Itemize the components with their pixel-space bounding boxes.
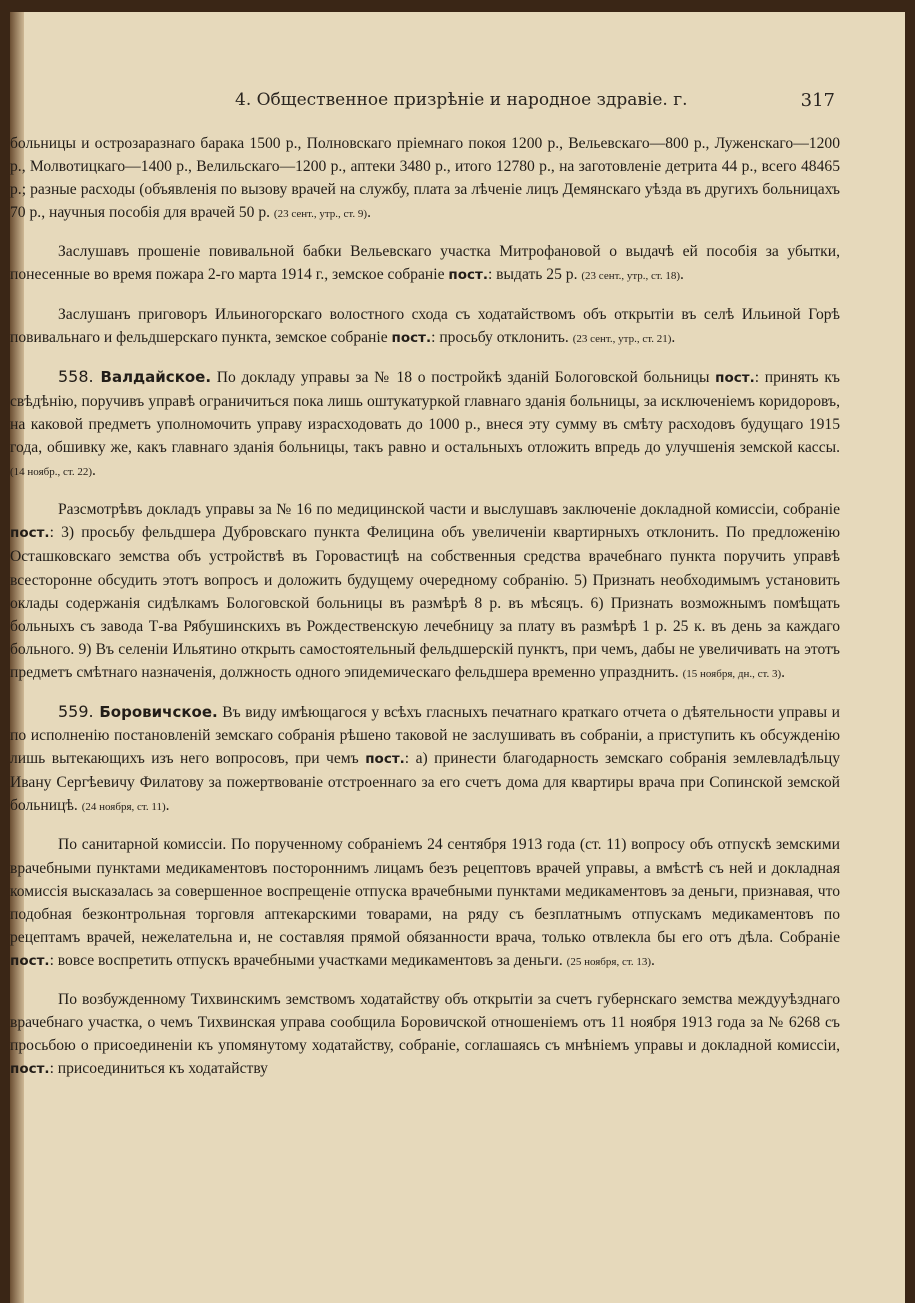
section-number: 559. (58, 701, 100, 721)
paragraph (10, 132, 840, 226)
text-run: . (680, 266, 684, 284)
resolution-marker: пост. (391, 329, 432, 346)
section-number: 558. (58, 366, 101, 386)
text-run: : принять къ свѣдѣнію, поручивъ управѣ ограничиться пока лишь оштукатуркой главнаго зданія больницы, за исключеніемъ коридоровъ, на каковой предметъ уполномочить управу израсходовать до 1000 р., внеся эту сумму въ смѣту расходовъ будущаго 1915 года, обшивку же, какъ главнаго зданія больницы, такъ равно и остальныхъ отложить впредь до улучшенія земской кассы. (10, 368, 841, 457)
text-run: . (165, 797, 170, 815)
resolution-marker: пост. (10, 952, 50, 969)
text-run: . (92, 462, 96, 480)
text-run: : выдать 25 р. (487, 266, 582, 284)
text-run: : присоединиться къ ходатайству (49, 1060, 268, 1078)
paragraph (10, 988, 840, 1081)
text-run: : 3) просьбу фельдшера Дубровскаго пункта Фелицина объ увеличеніи квартирныхъ отклонить. По предложенію Осташковскаго земства объ устройствѣ въ Горовастицѣ на собственныя средства врачебнаго пункта поручить управѣ всесторонне обсудить этотъ вопросъ и доложить будущему очередному собранію. 5) Признать необходимымъ установить оклады содержанія сидѣлкамъ Бологовской больницы въ размѣрѣ 8 р. въ мѣсяцъ. 6) Признать возможнымъ помѣщать больныхъ съ завода Т-ва Рябушинскихъ въ Рождественскую лечебницу за плату въ размѣрѣ 1 р. 25 к. въ день за каждаго больного. 9) Въ селеніи Ильятино открыть самостоятельный фельдшерскій пунктъ, при чемъ, дабы не увеличивать на этотъ предметъ смѣтнаго назначенія, должность одного эпидемическаго фельдшера временно упразднить. (10, 524, 840, 681)
session-reference: (23 сент., утр., ст. 21) (572, 332, 672, 345)
paragraph (10, 498, 840, 686)
page-body (10, 132, 840, 1095)
text-run: . (781, 663, 786, 681)
text-run: . (651, 951, 655, 969)
text-run: По возбужденному Тихвинскимъ земствомъ ходатайству объ открытіи за счетъ губернскаго земства междууѣзднаго врачебнаго участка, о чемъ Тихвинская управа сообщила Боровичской отношеніемъ отъ 11 ноября 1913 года за № 6268 съ просьбою о присоединеніи къ упомянутому ходатайству, собраніе, соглашаясь съ мнѣніемъ управы и докладной комиссіи, (10, 991, 840, 1055)
text-run: : а) принести благодарность земскаго собранія землевладѣльцу Ивану Сергѣевичу Филатову за пожертвованіе отстроеннаго за его счетъ дома для квартиры врача при Сопинской земской больницѣ. (10, 750, 840, 815)
resolution-marker: пост. (10, 1061, 50, 1078)
page-header (10, 90, 905, 120)
book-page (10, 12, 905, 1303)
text-run: больницы и остpозаразнаго барака 1500 р., Полновскаго пріемнаго покоя 1200 р., Вельевскаго—800 р., Луженскаго—1200 р., Молвотицкаго—1400 р., Велильскаго—1200 р., аптеки 3480 р., итого 12780 р., на заготовленіе детрита 44 р., всего 48465 р.; разные расходы (объявленія по вызову врачей на службу, плата за лѣченіе лицъ Демянскаго уѣзда въ другихъ больницахъ 70 р., научныя пособія для врачей 50 р. (10, 135, 840, 222)
paragraph (10, 700, 840, 819)
text-run: По докладу управы за № 18 о постройкѣ зданій Бологовской больницы (211, 368, 716, 386)
session-reference: (15 ноября, дн., ст. 3) (682, 667, 782, 680)
resolution-marker: пост. (715, 369, 755, 386)
paragraph (10, 365, 840, 484)
page-number: 317 (800, 90, 835, 111)
session-reference: (14 ноябр., ст. 22) (10, 466, 93, 479)
zemstvo-name: Валдайское. (100, 367, 212, 386)
resolution-marker: пост. (448, 267, 488, 284)
text-run: По санитарной комиссіи. По порученному собраніемъ 24 сентября 1913 года (ст. 11) вопросу объ отпускѣ земскими врачебными пунктами медикаментовъ постороннимъ лицамъ безъ рецептовъ врачей управы, а вмѣстѣ съ ней и докладная комиссія высказалась за совершенное воспрещеніе отпуска врачебными пунктами медикаментовъ за деньги, признавая, что подобная безконтрольная торговля аптекарскими товарами, на ряду съ безплатнымъ отпускамъ медикаментовъ по рецептамъ врачей, нежелательна и, не составляя прямой обязанности врача, только отвлекла бы его отъ дѣла. Собраніе (10, 836, 840, 946)
text-run: : вовсе воспретить отпускъ врачебными участками медикаментовъ за деньги. (49, 951, 567, 969)
resolution-marker: пост. (365, 751, 405, 768)
session-reference: (23 сент., утр., ст. 18) (581, 270, 681, 283)
text-run: Заслушавъ прошеніе повивальной бабки Вельевскаго участка Митрофановой о выдачѣ ей пособія за убытки, понесенные во время пожара 2-го марта 1914 г., земское собраніе (10, 243, 840, 284)
text-run: : просьбу отклонить. (431, 328, 573, 346)
paragraph (10, 240, 840, 288)
zemstvo-name: Боровичское. (99, 702, 218, 721)
text-run: . (671, 328, 676, 346)
text-run: Разсмотрѣвъ докладъ управы за № 16 по медицинской части и выслушавъ заключеніе докладной комиссіи, собраніе (58, 501, 840, 519)
text-run: . (367, 204, 371, 222)
text-run: Заслушанъ приговоръ Ильиногорскаго волостного схода съ ходатайствомъ объ открытіи въ селѣ Ильиной Горѣ повивальнаго и фельдшерскаго пункта, земское собраніе (10, 305, 840, 346)
resolution-marker: пост. (10, 525, 50, 542)
session-reference: (25 ноября, ст. 13) (566, 955, 651, 968)
session-reference: (24 ноября, ст. 11) (81, 801, 166, 814)
paragraph (10, 833, 840, 974)
text-run: Въ виду имѣющагося у всѣхъ гласныхъ печатнаго краткаго отчета о дѣятельности управы и по исполненію постановленій земскаго собранія рѣшено таковой не заслушивать въ собраніи, а приступить къ обсужденію лишь вытекающихъ изъ него вопросовъ, при чемъ (10, 703, 841, 768)
session-reference: (23 сент., утр., ст. 9) (273, 208, 368, 221)
paragraph (10, 303, 840, 351)
running-head: 4. Общественное призрѣніе и народное здравіе. г. (235, 90, 688, 110)
